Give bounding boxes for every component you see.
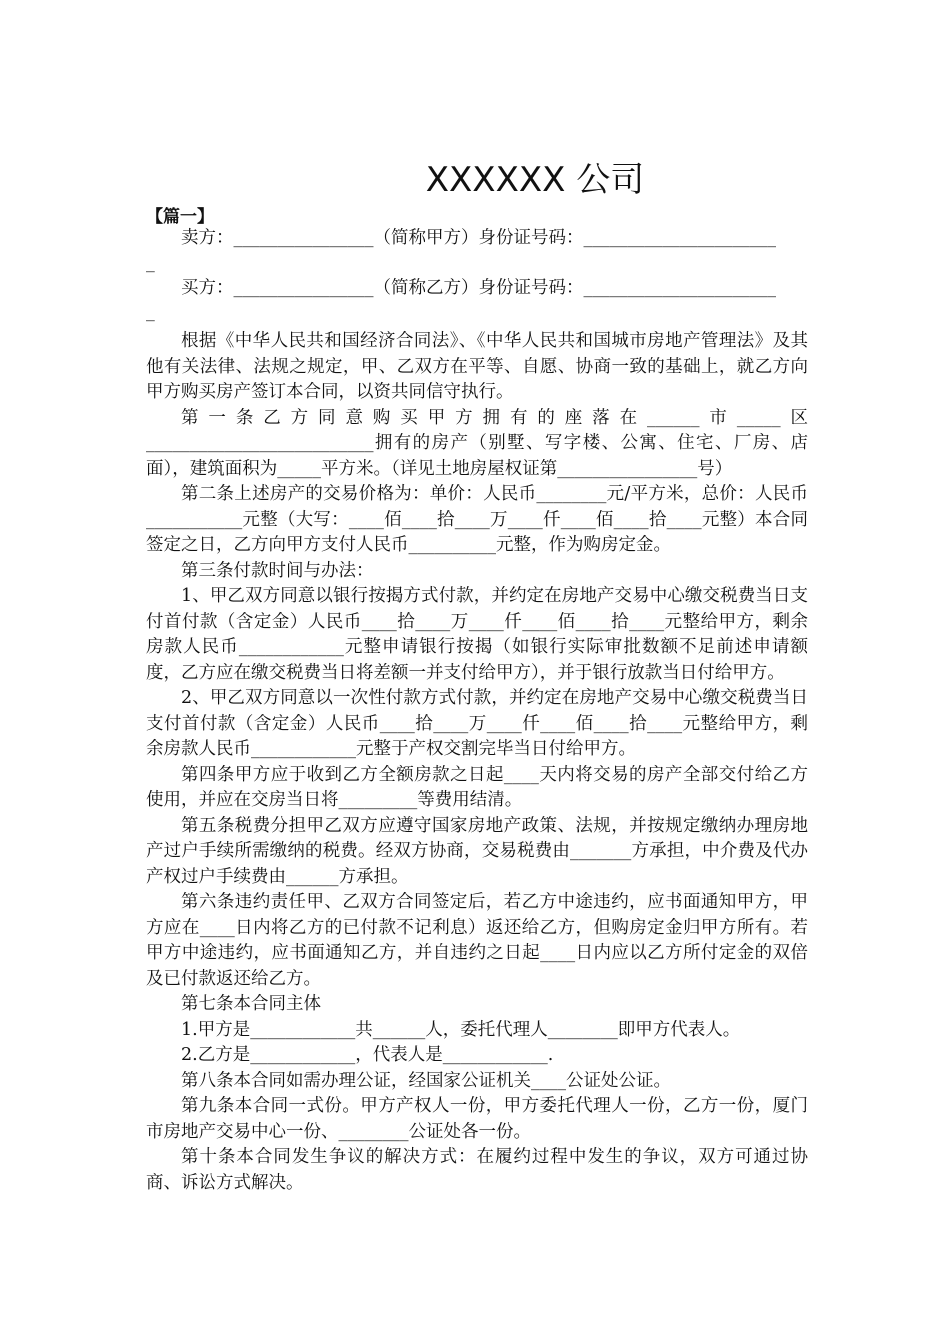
paragraph-article-8: 第八条本合同如需办理公证，经国家公证机关____公证处公证。: [181, 1070, 671, 1091]
document-body: [146, 226, 808, 1196]
paragraph-article-5: 第五条税费分担甲乙双方应遵守国家房地产政策、法规，并按规定缴纳办理房地产过户手续所需缴纳的税费。经双方协商，交易税费由_______方承担，中介费及代办产权过户手续费由______方承担。: [146, 815, 808, 887]
paragraph-article-3: 第三条付款时间与办法：: [181, 560, 374, 581]
paragraph-article-7-item-2: 2.乙方是____________，代表人是____________.: [181, 1045, 554, 1065]
paragraph-article-1: 第一条乙方同意购买甲方拥有的座落在______市_____区__________________________拥有的房产（别墅、写字楼、公寓、住宅、厂房、店面），建筑面积为_____平方米。（详见土地房屋权证第________________号）: [146, 407, 808, 479]
paragraph-article-2: 第二条上述房产的交易价格为：单价：人民币________元/平方米，总价：人民币___________元整（大写：____佰____拾____万____仟____佰____拾____元整）本合同签定之日，乙方向甲方支付人民币__________元整，作为购房定金。: [146, 484, 808, 555]
seller-line-tail: _: [146, 252, 155, 273]
paragraph-article-7: 第七条本合同主体: [181, 994, 321, 1014]
paragraph-article-10: 第十条本合同发生争议的解决方式：在履约过程中发生的争议，双方可通过协商、诉讼方式解决。: [146, 1147, 808, 1193]
seller-line: 卖方：________________（简称甲方）身份证号码：______________________: [181, 228, 776, 248]
buyer-line-tail: _: [146, 302, 155, 322]
paragraph-article-3-item-2: 2、甲乙双方同意以一次性付款方式付款，并约定在房地产交易中心缴交税费当日支付首付款（含定金）人民币____拾____万____仟____佰____拾____元整给甲方，剩余房款人民币____________元整于产权交割完毕当日付给甲方。: [146, 688, 808, 759]
paragraph-preamble: 根据《中华人民共和国经济合同法》、《中华人民共和国城市房地产管理法》及其他有关法律、法规之规定，甲、乙双方在平等、自愿、协商一致的基础上，就乙方向甲方购买房产签订本合同，以资共同信守执行。: [146, 331, 808, 402]
document-title: XXXXXX 公司: [425, 160, 645, 200]
section-heading: 【篇一】: [146, 207, 214, 227]
paragraph-article-7-item-1: 1.甲方是____________共______人，委托代理人________即甲方代表人。: [181, 1019, 741, 1040]
paragraph-article-4: 第四条甲方应于收到乙方全额房款之日起____天内将交易的房产全部交付给乙方使用，并应在交房当日将_________等费用结清。: [146, 764, 808, 810]
paragraph-article-9: 第九条本合同一式份。甲方产权人一份，甲方委托代理人一份，乙方一份，厦门市房地产交易中心一份、________公证处各一份。: [146, 1096, 808, 1142]
paragraph-article-6: 第六条违约责任甲、乙双方合同签定后，若乙方中途违约，应书面通知甲方，甲方应在____日内将乙方的已付款不记利息）返还给乙方，但购房定金归甲方所有。若甲方中途违约，应书面通知乙方，并自违约之日起____日内应以乙方所付定金的双倍及已付款返还给乙方。: [146, 892, 808, 989]
paragraph-article-3-item-1: 1、甲乙双方同意以银行按揭方式付款，并约定在房地产交易中心缴交税费当日支付首付款（含定金）人民币____拾____万____仟____佰____拾____元整给甲方，剩余房款人民币____________元整申请银行按揭（如银行实际审批数额不足前述申请额度，乙方应在缴交税费当日将差额一并支付给甲方），并于银行放款当日付给甲方。: [146, 586, 808, 683]
buyer-line: 买方：________________（简称乙方）身份证号码：______________________: [181, 277, 776, 298]
